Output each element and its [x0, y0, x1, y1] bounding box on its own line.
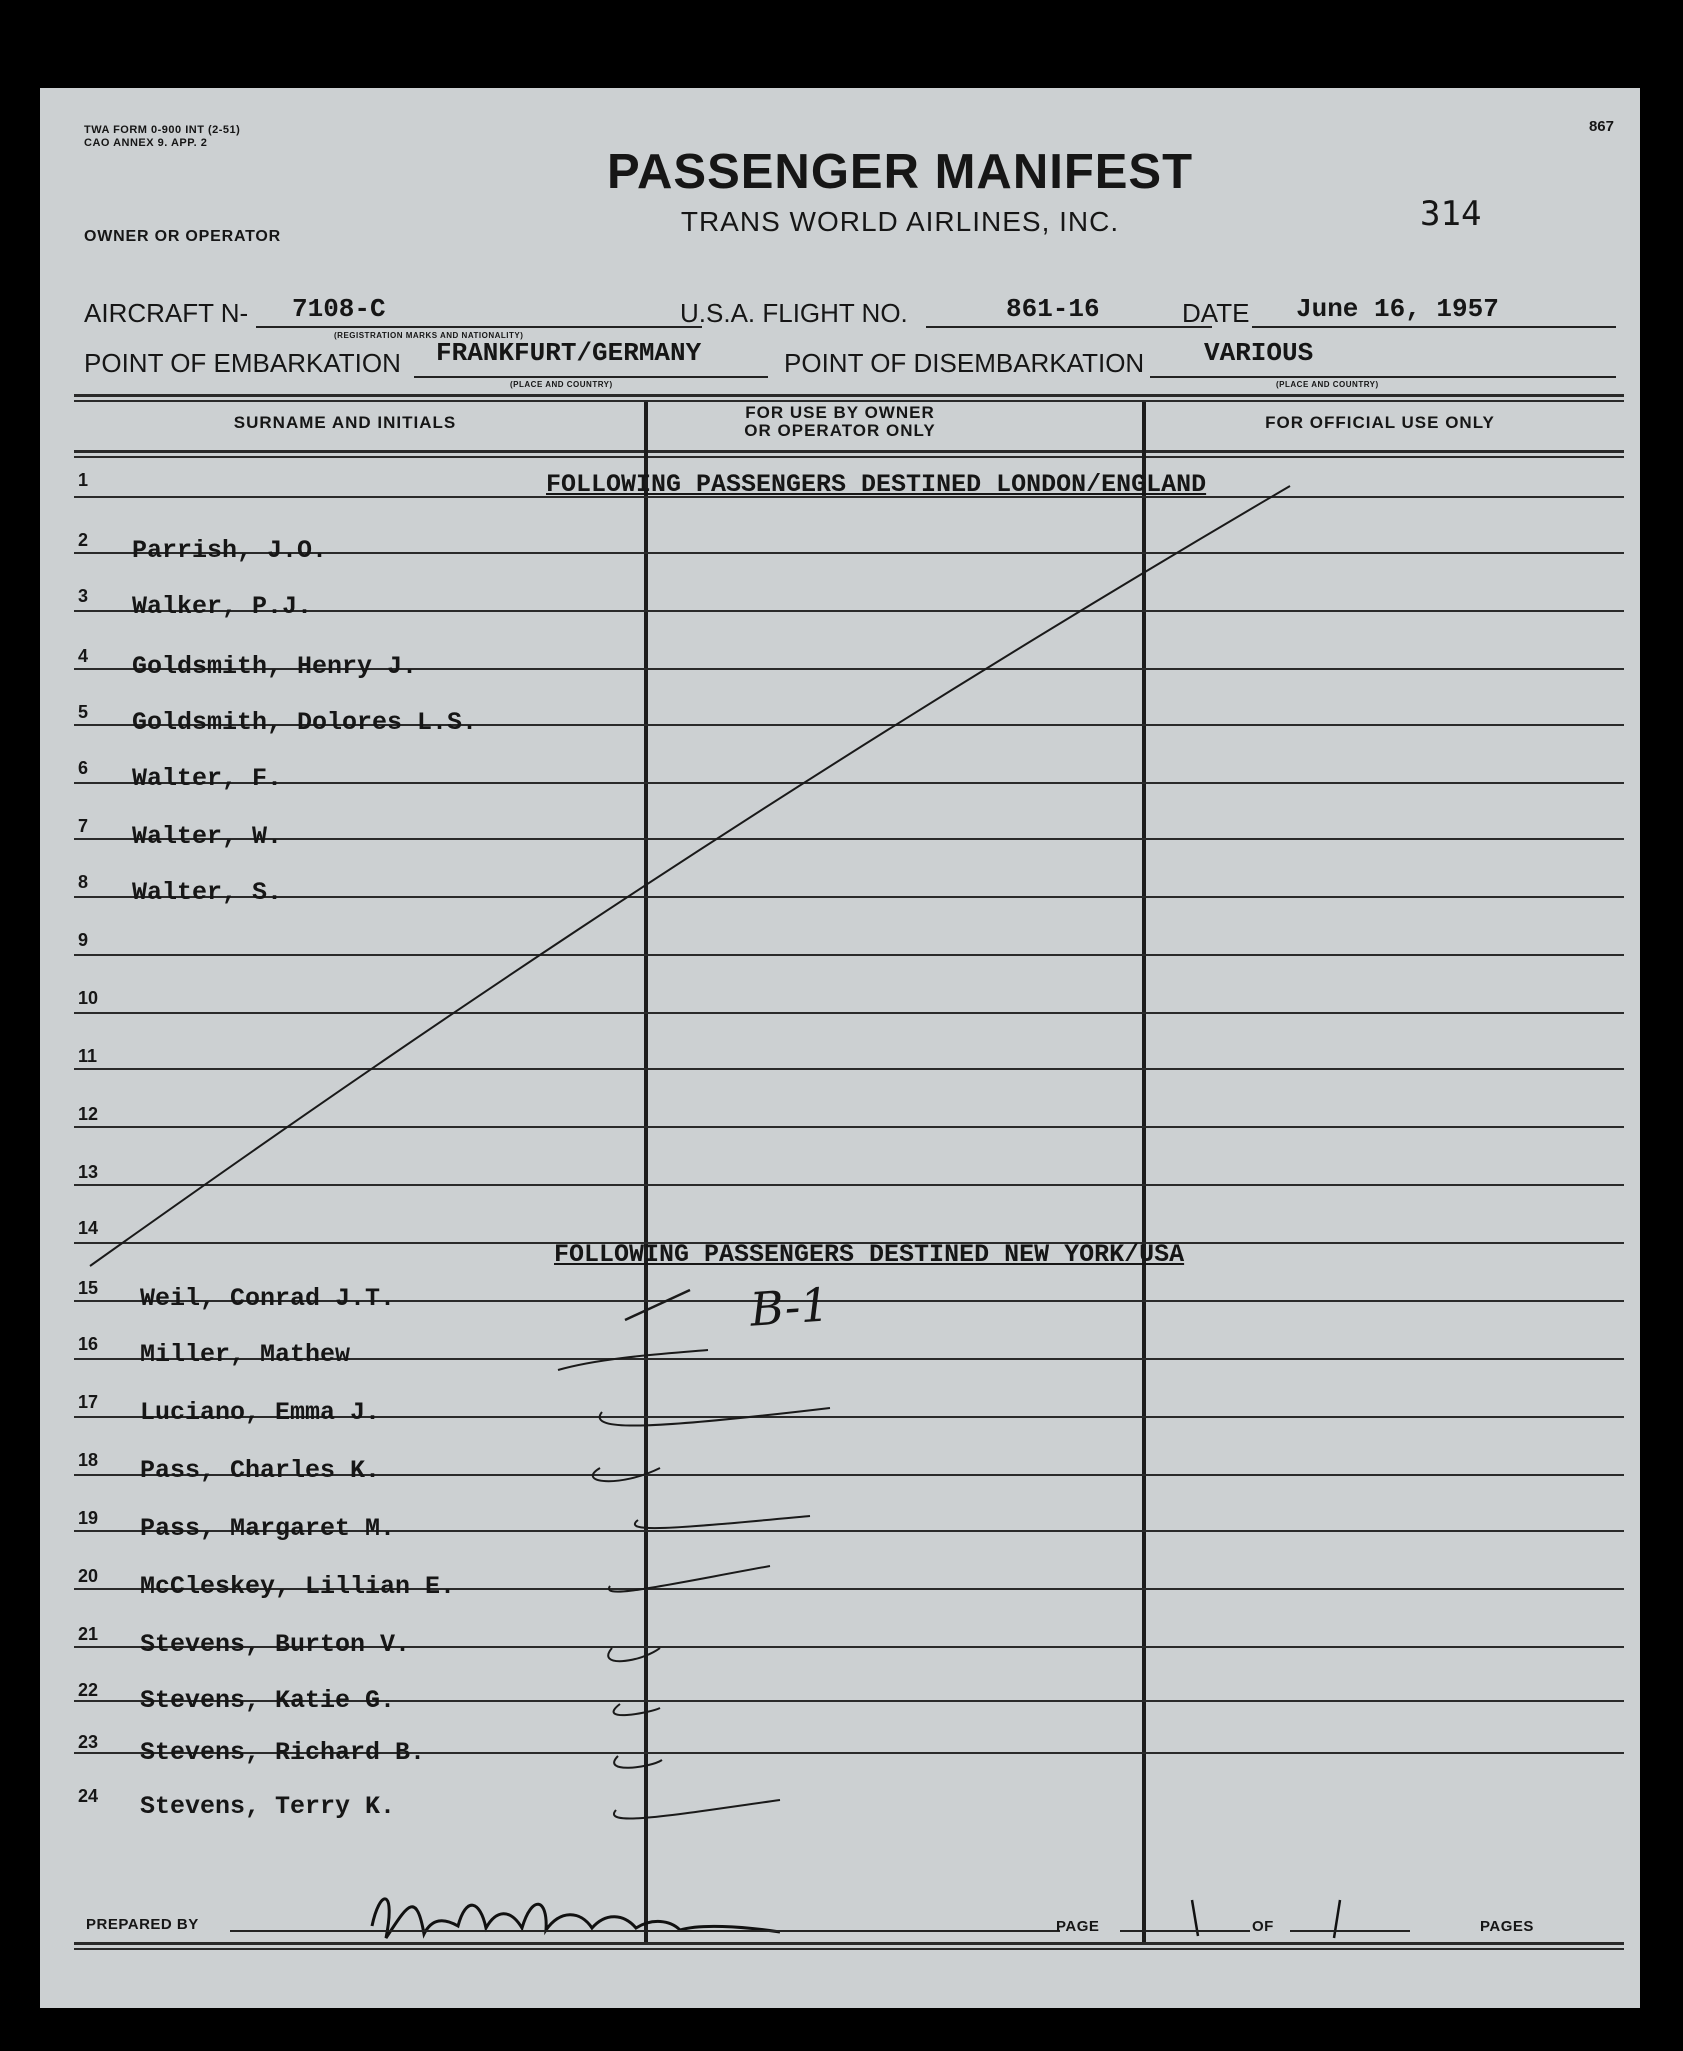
- page-underline: [1120, 1930, 1250, 1932]
- registration-note: (REGISTRATION MARKS AND NATIONALITY): [334, 331, 524, 340]
- flight-value: 861-16: [1006, 294, 1100, 324]
- handwriting-layer: [40, 88, 1640, 2008]
- passenger-name: Luciano, Emma J.: [140, 1398, 381, 1427]
- embarkation-value: FRANKFURT/GERMANY: [436, 338, 702, 368]
- row-number: 21: [78, 1624, 99, 1644]
- handwritten-page-ref: 314: [1420, 194, 1482, 234]
- manifest-sheet: [40, 88, 1640, 2008]
- passenger-name: Pass, Charles K.: [140, 1456, 381, 1485]
- passenger-name: McCleskey, Lillian E.: [140, 1572, 456, 1601]
- row-number: 11: [78, 1046, 98, 1066]
- sheet-number: 867: [1588, 118, 1614, 135]
- row-number: 7: [78, 816, 89, 836]
- row-number: 13: [78, 1162, 99, 1182]
- passenger-name: Walter, S.: [132, 878, 283, 907]
- column-header-surname: SURNAME AND INITIALS: [233, 413, 457, 432]
- pages-label: PAGES: [1480, 1918, 1534, 1935]
- check-mark-19: [635, 1516, 810, 1528]
- of-underline: [1290, 1930, 1410, 1932]
- row-number: 15: [78, 1278, 99, 1298]
- row-number: 1: [78, 470, 89, 490]
- page-title: PASSENGER MANIFEST: [606, 145, 1194, 199]
- row-number: 24: [78, 1786, 99, 1806]
- prepared-by-underline: [230, 1930, 1060, 1932]
- passenger-name: Stevens, Richard B.: [140, 1738, 426, 1767]
- check-mark-21: [608, 1648, 660, 1661]
- row-number: 2: [78, 530, 89, 550]
- row-number: 12: [78, 1104, 99, 1124]
- disembarkation-value: VARIOUS: [1204, 338, 1314, 368]
- embarkation-place-note: (PLACE AND COUNTRY): [510, 380, 613, 389]
- row-number: 9: [78, 930, 89, 950]
- of-value-stroke: [1334, 1900, 1340, 1938]
- banner-new-york: FOLLOWING PASSENGERS DESTINED NEW YORK/USA: [554, 1240, 1185, 1269]
- row-number: 23: [78, 1732, 99, 1752]
- check-mark-16: [558, 1350, 708, 1370]
- aircraft-label: AIRCRAFT N-: [84, 298, 249, 328]
- row-number: 16: [78, 1334, 99, 1354]
- column-header-owner-use-line2: OR OPERATOR ONLY: [744, 421, 936, 440]
- passenger-name: Pass, Margaret M.: [140, 1514, 396, 1543]
- row-number: 18: [78, 1450, 99, 1470]
- row-number: 10: [78, 988, 99, 1008]
- passenger-name: Goldsmith, Henry J.: [132, 652, 418, 681]
- signature-scribble: [372, 1899, 780, 1938]
- check-mark-23: [614, 1756, 662, 1768]
- form-reference-line1: TWA FORM 0-900 INT (2-51): [84, 124, 241, 136]
- airline-name: TRANS WORLD AIRLINES, INC.: [680, 206, 1120, 237]
- of-label: OF: [1252, 1918, 1274, 1935]
- check-mark-20: [609, 1566, 770, 1592]
- passenger-name: Walker, P.J.: [132, 592, 313, 621]
- passenger-name: Stevens, Katie G.: [140, 1686, 396, 1715]
- embarkation-label: POINT OF EMBARKATION: [84, 348, 401, 378]
- row-number: 14: [78, 1218, 99, 1238]
- cancel-diagonal-stroke: [90, 486, 1290, 1266]
- passenger-name: Walter, F.: [132, 764, 283, 793]
- row-number: 8: [78, 872, 89, 892]
- row-number: 6: [78, 758, 89, 778]
- date-label: DATE: [1182, 298, 1250, 328]
- check-mark-18: [593, 1468, 660, 1481]
- passenger-name: Parrish, J.O.: [132, 536, 328, 565]
- owner-label: OWNER OR OPERATOR: [84, 228, 282, 245]
- row-number: 19: [78, 1508, 99, 1528]
- row-number: 5: [78, 702, 89, 722]
- disembarkation-place-note: (PLACE AND COUNTRY): [1276, 380, 1379, 389]
- row-number: 3: [78, 586, 89, 606]
- column-header-owner-use-line1: FOR USE BY OWNER: [745, 403, 935, 422]
- passenger-name: Goldsmith, Dolores L.S.: [132, 708, 478, 737]
- check-mark-15: [625, 1290, 690, 1320]
- banner-london: FOLLOWING PASSENGERS DESTINED LONDON/ENGLAND: [546, 470, 1207, 499]
- aircraft-value: 7108-C: [292, 294, 386, 324]
- passenger-name: Walter, W.: [132, 822, 283, 851]
- form-reference-line2: CAO ANNEX 9. APP. 2: [84, 137, 208, 149]
- column-header-official: FOR OFFICIAL USE ONLY: [1265, 413, 1495, 432]
- page-label: PAGE: [1056, 1918, 1100, 1935]
- passenger-name: Miller, Mathew: [140, 1340, 351, 1369]
- row-number: 17: [78, 1392, 99, 1412]
- passenger-name: Stevens, Burton V.: [140, 1630, 411, 1659]
- passenger-name: Weil, Conrad J.T.: [140, 1284, 396, 1313]
- flight-label: U.S.A. FLIGHT NO.: [680, 298, 908, 328]
- handwritten-mark: B-1: [748, 1277, 832, 1337]
- passenger-name: Stevens, Terry K.: [140, 1792, 396, 1821]
- row-number: 22: [78, 1680, 99, 1700]
- date-value: June 16, 1957: [1296, 294, 1499, 324]
- check-mark-17: [600, 1408, 830, 1426]
- check-mark-22: [614, 1704, 660, 1715]
- row-number: 20: [78, 1566, 99, 1586]
- check-mark-24: [614, 1800, 780, 1819]
- row-number: 4: [78, 646, 89, 666]
- prepared-by-label: PREPARED BY: [86, 1916, 199, 1933]
- disembarkation-label: POINT OF DISEMBARKATION: [784, 348, 1145, 378]
